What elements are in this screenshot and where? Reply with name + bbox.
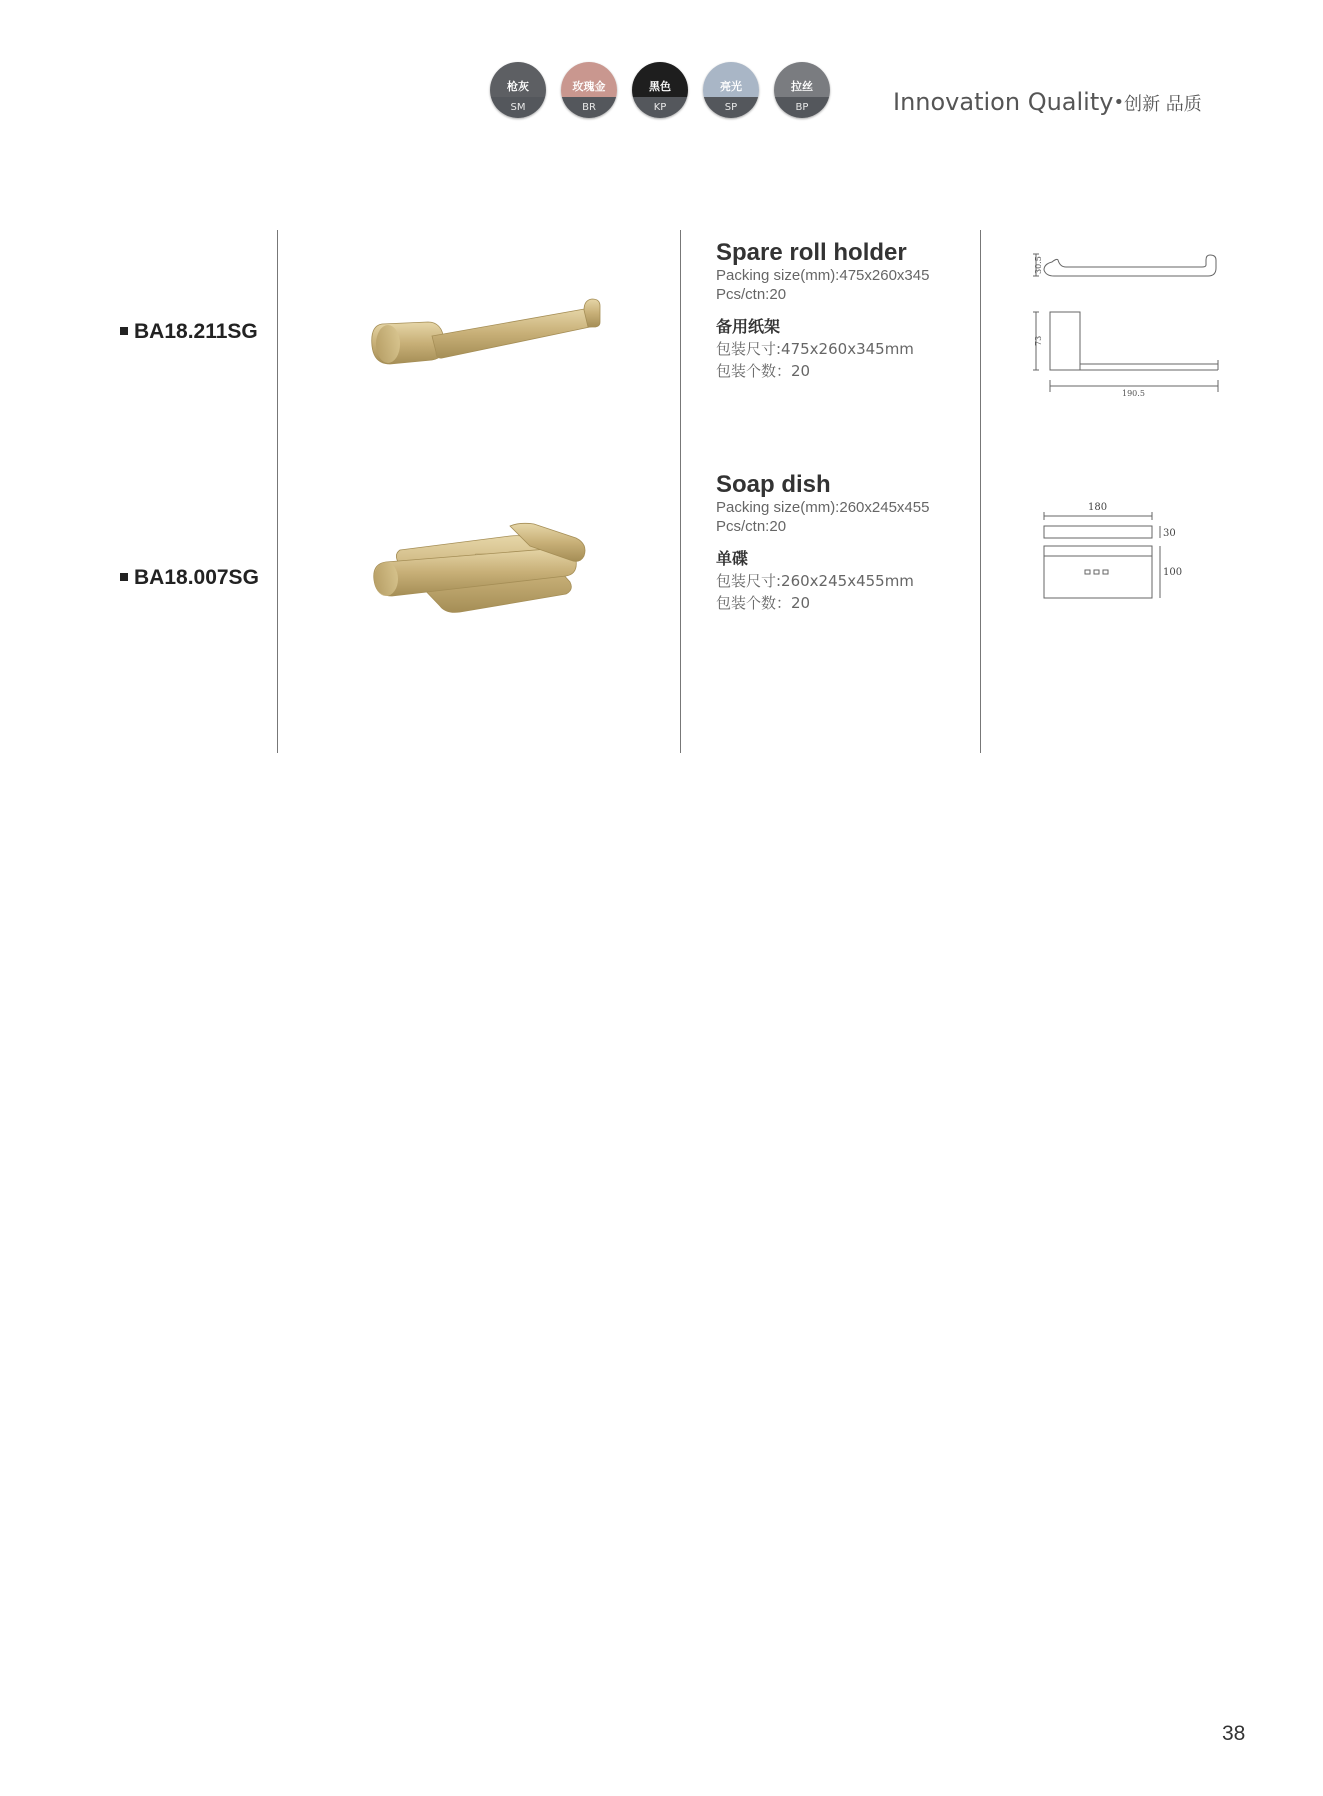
product-code: BA18.007SG bbox=[120, 566, 259, 590]
dimension-depth: 100 bbox=[1163, 567, 1183, 578]
finish-swatch-bp bbox=[774, 62, 830, 118]
dimension-height: 30 bbox=[1163, 528, 1176, 539]
swatch-color bbox=[490, 62, 546, 97]
product-name-cn: 单碟 bbox=[716, 549, 749, 568]
pcs-per-carton-cn: 包装个数：20 bbox=[716, 362, 811, 380]
finish-code: BR bbox=[582, 101, 596, 113]
bullet-icon bbox=[120, 327, 128, 335]
finish-name: 亮光 bbox=[720, 79, 742, 93]
brand-chinese: 创新 品质 bbox=[1124, 94, 1202, 115]
brand-separator: • bbox=[1113, 92, 1125, 113]
swatch-color bbox=[703, 62, 759, 97]
spare-roll-holder-drawing bbox=[1030, 240, 1240, 410]
dimension-width: 180 bbox=[1088, 502, 1108, 513]
brand-tagline bbox=[893, 88, 1202, 116]
pcs-per-carton-en: Pcs/ctn:20 bbox=[716, 286, 787, 303]
finish-name: 枪灰 bbox=[507, 79, 529, 93]
dimension-depth: 73 bbox=[1034, 335, 1043, 346]
spare-roll-holder-image bbox=[370, 296, 610, 386]
finish-swatch-sm bbox=[490, 62, 546, 118]
finish-swatches bbox=[490, 62, 840, 120]
finish-swatch-br bbox=[561, 62, 617, 118]
finish-name: 玫瑰金 bbox=[572, 79, 606, 93]
bullet-icon bbox=[120, 573, 128, 581]
packing-size-cn: 包装尺寸:475x260x345mm bbox=[716, 340, 914, 358]
pcs-per-carton-cn: 包装个数：20 bbox=[716, 594, 811, 612]
finish-swatch-sp bbox=[703, 62, 759, 118]
brand-english: Innovation Quality bbox=[893, 88, 1114, 116]
finish-name: 拉丝 bbox=[791, 79, 813, 93]
finish-code: SM bbox=[510, 101, 526, 113]
pcs-per-carton-en: Pcs/ctn:20 bbox=[716, 518, 787, 535]
swatch-color bbox=[632, 62, 688, 97]
finish-swatch-kp bbox=[632, 62, 688, 118]
column-divider bbox=[277, 230, 278, 753]
product-code: BA18.211SG bbox=[120, 320, 258, 344]
packing-size-en: Packing size(mm):475x260x345 bbox=[716, 267, 930, 284]
finish-code: SP bbox=[724, 101, 738, 113]
soap-dish-drawing bbox=[1030, 496, 1240, 606]
dimension-height: 30.5 bbox=[1034, 256, 1043, 274]
column-divider bbox=[980, 230, 981, 753]
finish-code: BP bbox=[795, 101, 809, 113]
dimension-width: 190.5 bbox=[1122, 389, 1145, 398]
product-name-cn: 备用纸架 bbox=[716, 317, 781, 336]
product-info bbox=[716, 472, 966, 614]
product-name-en: Spare roll holder bbox=[716, 239, 907, 266]
finish-name: 黑色 bbox=[649, 79, 671, 93]
soap-dish-image bbox=[370, 520, 610, 620]
finish-code: KP bbox=[653, 101, 667, 113]
swatch-color bbox=[774, 62, 830, 97]
column-divider bbox=[680, 230, 681, 753]
packing-size-cn: 包装尺寸:260x245x455mm bbox=[716, 572, 914, 590]
product-name-en: Soap dish bbox=[716, 471, 831, 498]
swatch-color bbox=[561, 62, 617, 97]
packing-size-en: Packing size(mm):260x245x455 bbox=[716, 499, 930, 516]
product-info bbox=[716, 240, 966, 382]
page-number: 38 bbox=[1222, 1722, 1246, 1745]
